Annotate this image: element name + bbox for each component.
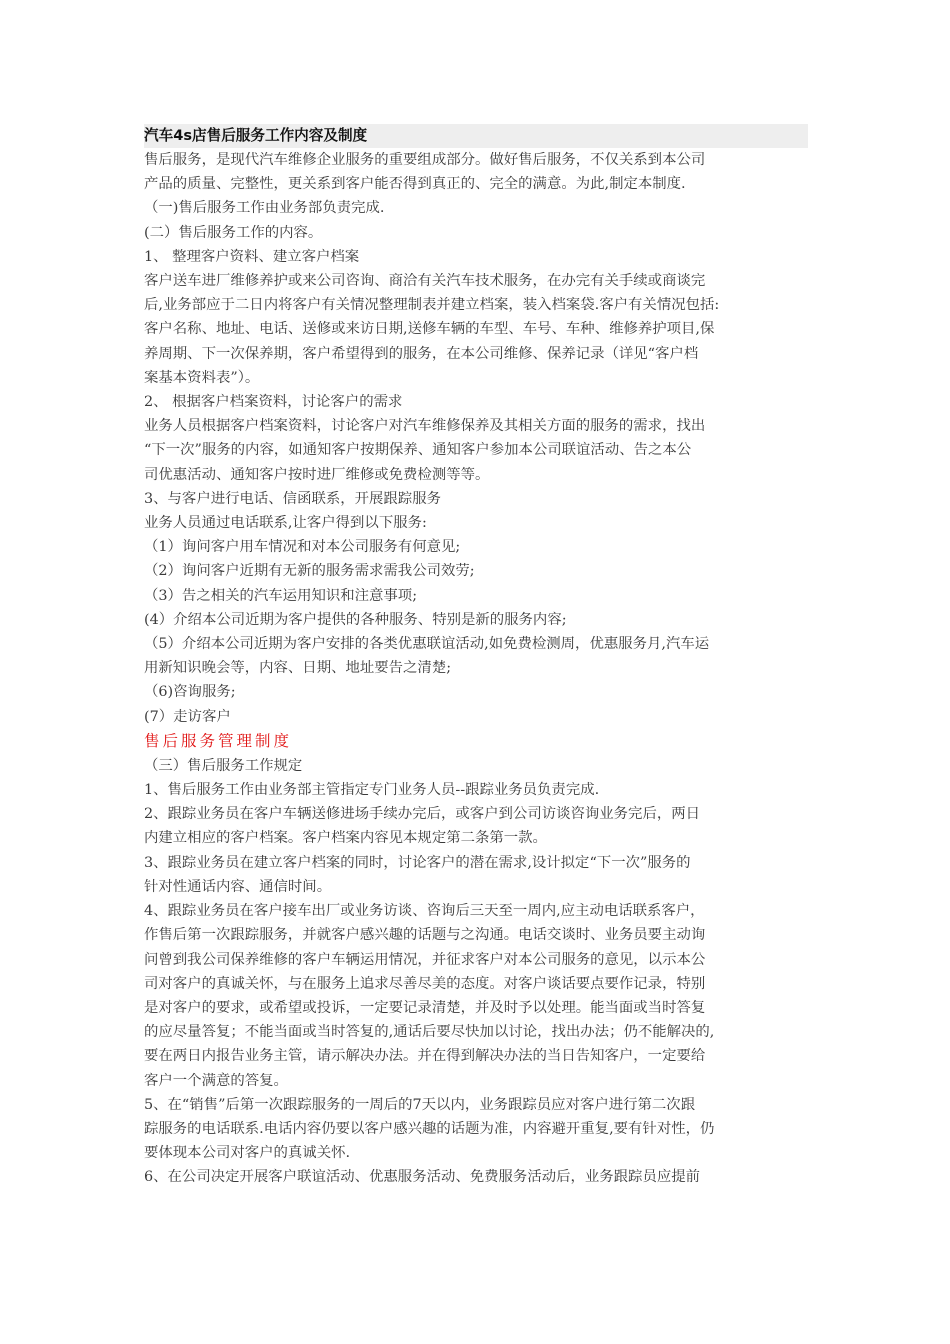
- text-line: 客户送车进厂维修养护或来公司咨询、商洽有关汽车技术服务，在办完有关手续或商谈完: [144, 273, 706, 290]
- text-line: (二）售后服务工作的内容。: [144, 224, 323, 241]
- document-page: [144, 124, 808, 1190]
- text-line: (4）介绍本公司近期为客户提供的各种服务、特别是新的服务内容;: [144, 611, 567, 628]
- text-line: 业务人员根据客户档案资料，讨论客户对汽车维修保养及其相关方面的服务的需求，找出: [144, 418, 706, 435]
- section-heading-red: 售后服务管理制度: [144, 731, 293, 750]
- text-line: 3、跟踪业务员在建立客户档案的同时，讨论客户的潜在需求,设计拟定“下一次”服务的: [144, 854, 691, 871]
- text-line: 5、在“销售”后第一次跟踪服务的一周后的7天以内，业务跟踪员应对客户进行第二次跟: [144, 1096, 696, 1113]
- text-line: （一)售后服务工作由业务部负责完成.: [144, 200, 385, 217]
- section-body-rules: [144, 754, 808, 1190]
- text-line: 司优惠活动、通知客户按时进厂维修或免费检测等等。: [144, 466, 490, 483]
- text-line: 的应尽量答复；不能当面或当时答复的,通话后要尽快加以讨论，找出办法；仍不能解决的,: [144, 1024, 715, 1041]
- text-line: 问曾到我公司保养维修的客户车辆运用情况，并征求客户对本公司服务的意见，以示本公: [144, 951, 706, 968]
- text-line: 售后服务，是现代汽车维修企业服务的重要组成部分。做好售后服务，不仅关系到本公司: [144, 152, 706, 168]
- text-line: 1、 整理客户资料、建立客户档案: [144, 248, 360, 265]
- text-line: 司对客户的真诚关怀，与在服务上追求尽善尽美的态度。对客户谈话要点要作记录，特别: [144, 975, 706, 992]
- text-line: 客户名称、地址、电话、送修或来访日期,送修车辆的车型、车号、车种、维修养护项目,保: [144, 321, 715, 338]
- text-line: 后,业务部应于二日内将客户有关情况整理制表并建立档案，装入档案袋.客户有关情况包括:: [144, 297, 720, 314]
- text-line: 是对客户的要求，或希望或投诉，一定要记录清楚，并及时予以处理。能当面或当时答复: [144, 999, 706, 1016]
- text-line: 内建立相应的客户档案。客户档案内容见本规定第二条第一款。: [144, 830, 547, 847]
- text-line: 产品的质量、完整性，更关系到客户能否得到真正的、完全的满意。为此,制定本制度.: [144, 176, 686, 193]
- text-line: 用新知识晚会等，内容、日期、地址要告之清楚;: [144, 660, 452, 677]
- text-line: 养周期、下一次保养期，客户希望得到的服务，在本公司维修、保养记录（详见“客户档: [144, 345, 699, 362]
- text-line: 3、与客户进行电话、信函联系，开展跟踪服务: [144, 490, 441, 507]
- text-line: 2、 根据客户档案资料，讨论客户的需求: [144, 394, 403, 411]
- text-line: （5）介绍本公司近期为客户安排的各类优惠联谊活动,如免费检测周，优惠服务月,汽车运: [144, 636, 710, 653]
- text-line: 作售后第一次跟踪服务，并就客户感兴趣的话题与之沟通。电话交谈时、业务员要主动询: [144, 927, 706, 944]
- text-line: 针对性通话内容、通信时间。: [144, 878, 332, 895]
- text-line: “下一次”服务的内容，如通知客户按期保养、通知客户参加本公司联谊活动、告之本公: [144, 442, 692, 459]
- text-line: （1）询问客户用车情况和对本公司服务有何意见;: [144, 539, 461, 556]
- text-line: 4、跟踪业务员在客户接车出厂或业务访谈、咨询后三天至一周内,应主动电话联系客户，: [144, 903, 705, 920]
- text-line: 业务人员通过电话联系,让客户得到以下服务:: [144, 515, 427, 532]
- text-line: （3）告之相关的汽车运用知识和注意事项;: [144, 587, 418, 604]
- text-line: 客户一个满意的答复。: [144, 1072, 288, 1089]
- text-line: 要体现本公司对客户的真诚关怀.: [144, 1145, 351, 1162]
- text-line: （6)咨询服务;: [144, 684, 236, 701]
- text-line: （三）售后服务工作规定: [144, 757, 303, 774]
- section-body: [144, 148, 808, 729]
- text-line: 要在两日内报告业务主管，请示解决办法。并在得到解决办法的当日告知客户，一定要给: [144, 1048, 706, 1065]
- text-line: (7）走访客户: [144, 708, 231, 725]
- text-line: 案基本资料表”）。: [144, 369, 260, 386]
- document-title: 汽车4s店售后服务工作内容及制度: [144, 124, 808, 148]
- text-line: 6、在公司决定开展客户联谊活动、优惠服务活动、免费服务活动后，业务跟踪员应提前: [144, 1169, 701, 1186]
- text-line: 踪服务的电话联系.电话内容仍要以客户感兴趣的话题为准，内容避开重复,要有针对性，仍: [144, 1120, 715, 1137]
- text-line: （2）询问客户近期有无新的服务需求需我公司效劳;: [144, 563, 475, 580]
- text-line: 1、售后服务工作由业务部主管指定专门业务人员--跟踪业务员负责完成.: [144, 782, 600, 799]
- text-line: 2、跟踪业务员在客户车辆送修进场手续办完后，或客户到公司访谈咨询业务完后，两日: [144, 806, 701, 823]
